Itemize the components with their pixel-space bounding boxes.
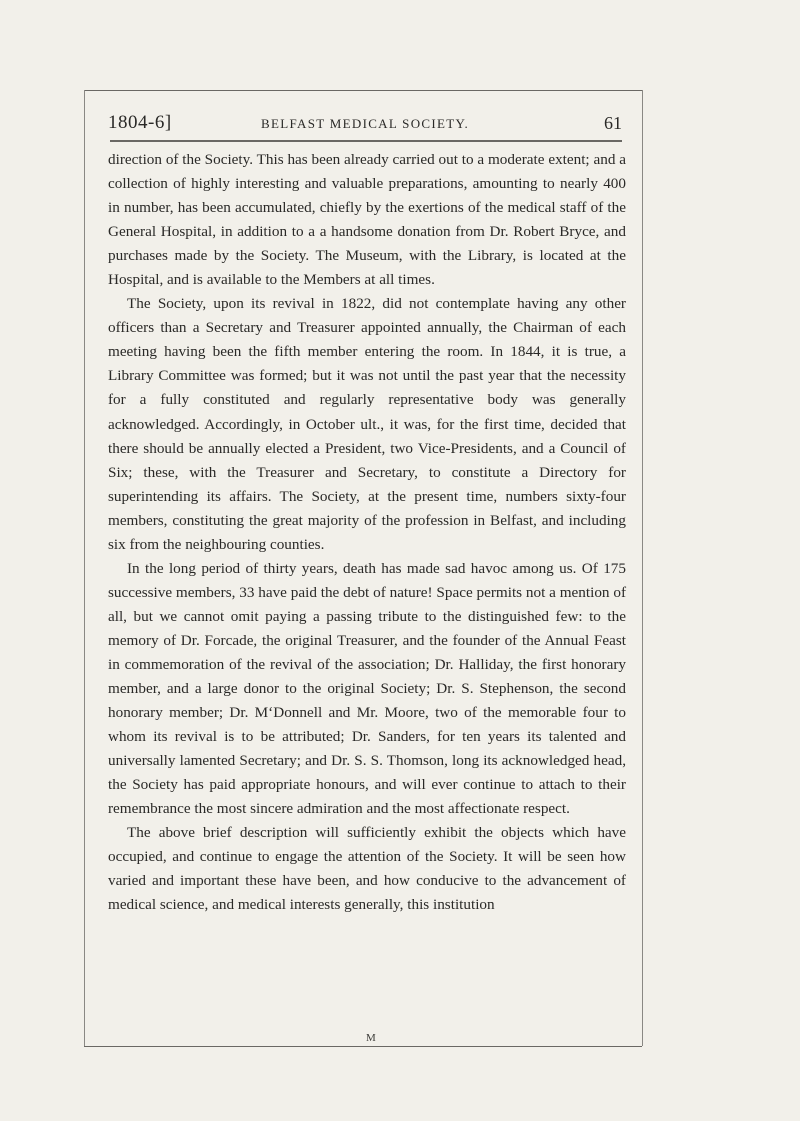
- page-border-right: [642, 90, 643, 1046]
- page-border-bottom: [84, 1046, 642, 1047]
- paragraph: The Society, upon its revival in 1822, did not contemplate having any other officers than a Secretary and Treasurer appointed annually, the Chairman of each meeting having been the fifth member entering the room. In 1844, it is true, a Library Committee was formed; but it was not until the past year that the necessity for a fully constituted and regularly representative body was generally acknowledged. Accordingly, in October ult., it was, for the first time, decided that there should be annually elected a President, two Vice-Presidents, and a Council of Six; these, with the Treasurer and Secretary, to constitute a Directory for superintending its affairs. The Society, at the present time, numbers sixty-four members, constituting the great majority of the profession in Belfast, and including six from the neighbouring counties.: [108, 295, 626, 553]
- header-title: BELFAST MEDICAL SOCIETY.: [261, 116, 470, 131]
- header-rule: [110, 140, 622, 142]
- page-number: 61: [604, 113, 622, 133]
- paragraph: The above brief description will sufficiently exhibit the objects which have occupied, and continue to engage the attention of the Society. It will be seen how varied and important these have been, and how conducive to the advancement of medical science, and medical interests generally, this institution: [108, 824, 626, 914]
- page-border-top: [84, 90, 642, 91]
- paragraph: direction of the Society. This has been already carried out to a moderate extent; and a collection of highly interesting and valuable preparations, amounting to nearly 400 in number, has been accumulated, chiefly by the exertions of the medical staff of the General Hospital, in addition to a a handsome donation from Dr. Robert Bryce, and purchases made by the Society. The Museum, with the Library, is located at the Hospital, and is available to the Members at all times.: [108, 151, 626, 289]
- body-text: [108, 148, 626, 918]
- header-years: 1804-6]: [108, 112, 172, 133]
- signature-mark: M: [366, 1032, 377, 1044]
- running-header: [108, 112, 626, 140]
- paragraph: In the long period of thirty years, death has made sad havoc among us. Of 175 successive members, 33 have paid the debt of nature! Space permits not a mention of all, but we cannot omit paying a passing tribute to the distinguished few: to the memory of Dr. Forcade, the original Treasurer, and the founder of the Annual Feast in commemoration of the revival of the association; Dr. Halliday, the first honorary member, and a large donor to the original Society; Dr. S. Stephenson, the second honorary member; Dr. M‘Donnell and Mr. Moore, two of the memorable four to whom its revival is to be attributed; Dr. Sanders, for ten years its talented and universally lamented Secretary; and Dr. S. S. Thomson, long its acknowledged head, the Society has paid appropriate honours, and will ever continue to attach to their remembrance the most sincere admiration and the most affectionate respect.: [108, 559, 626, 818]
- page-border-left: [84, 90, 85, 1046]
